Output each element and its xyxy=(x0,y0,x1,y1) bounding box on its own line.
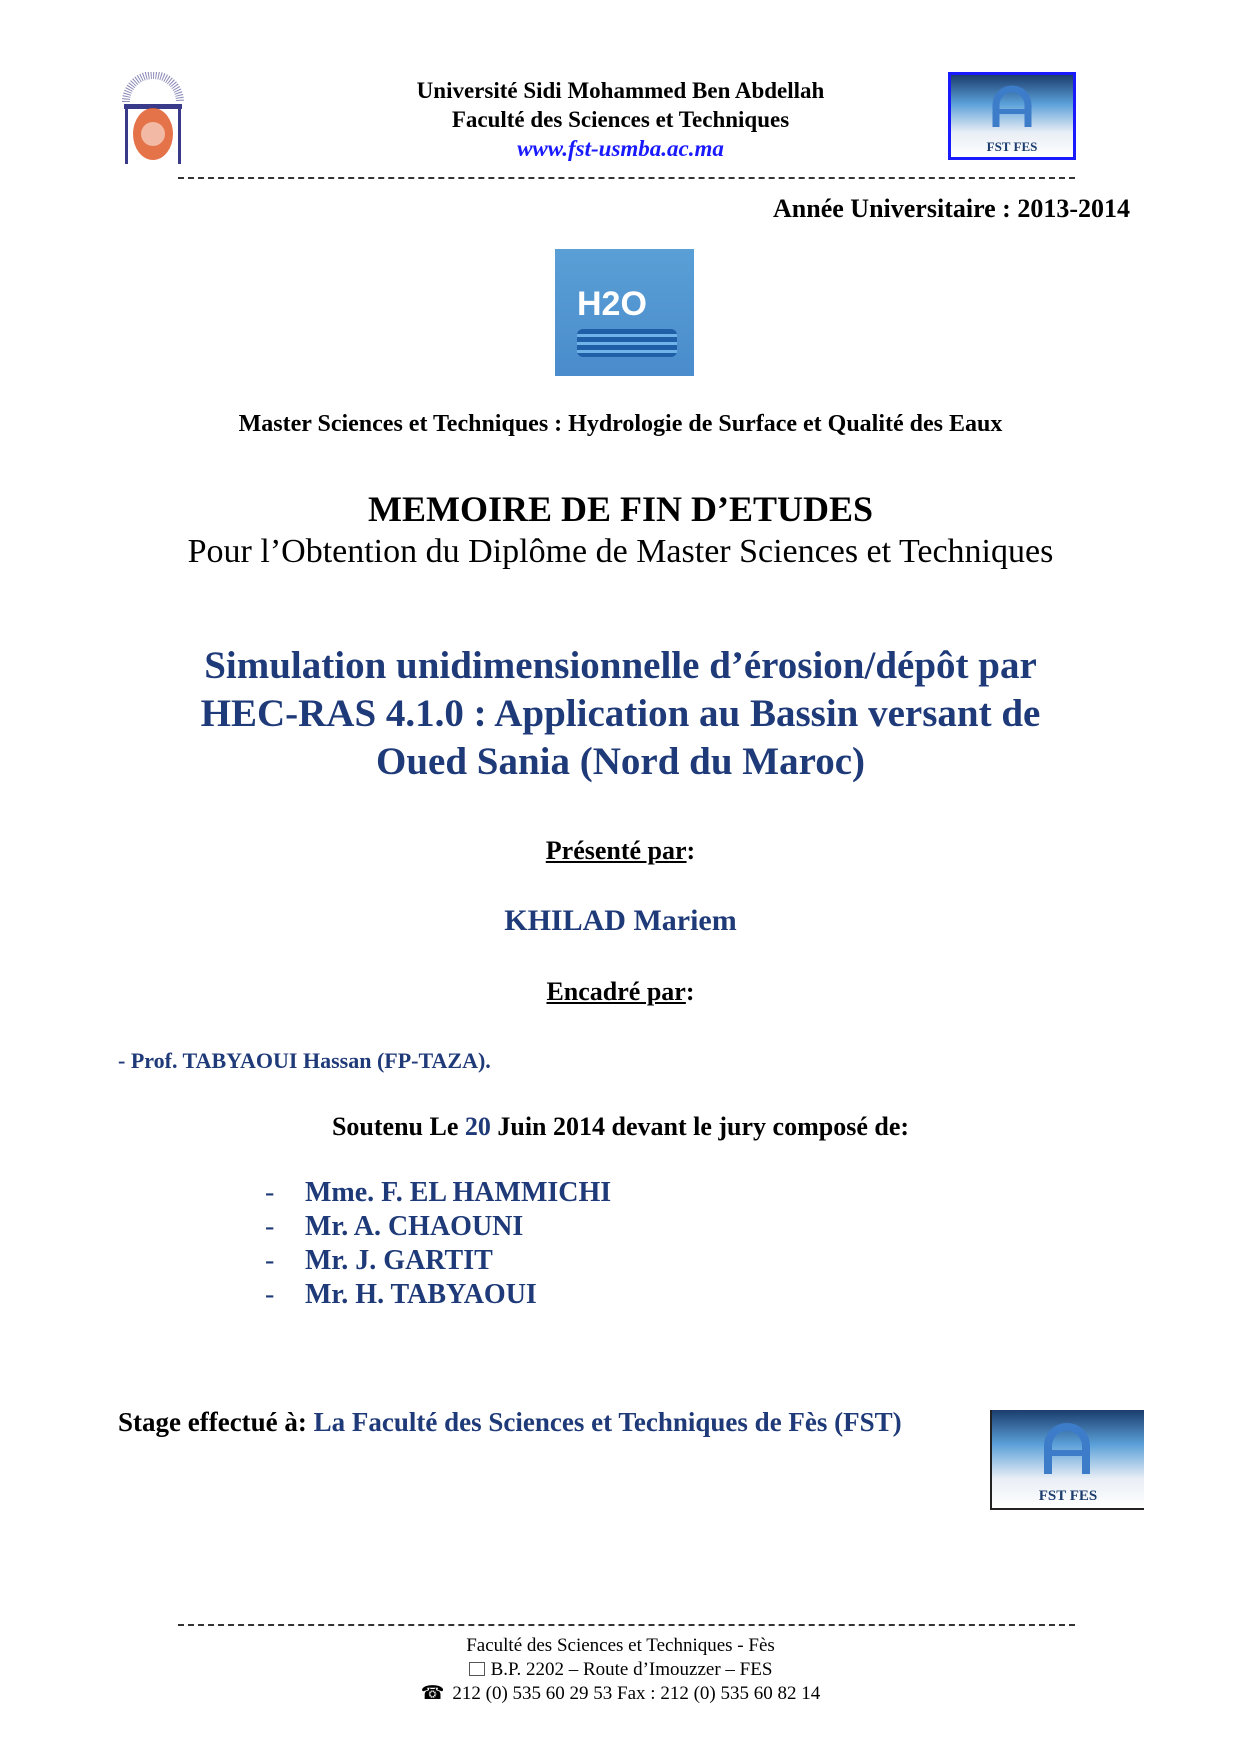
title-line: Oued Sania (Nord du Maroc) xyxy=(376,740,865,783)
h2o-logo-text: H2O xyxy=(577,285,647,323)
jury-member: - Mr. J. GARTIT xyxy=(265,1245,493,1276)
internship-location: Stage effectué à: La Faculté des Sciences et Techniques de Fès (FST) xyxy=(118,1407,902,1437)
fst-logo-text: FST FES xyxy=(1038,1488,1098,1504)
title-line: Simulation unidimensionnelle d’érosion/dépôt par xyxy=(204,644,1037,687)
thesis-title xyxy=(0,642,1241,786)
supervised-by-label: Encadré par: xyxy=(546,977,695,1006)
title-line: HEC-RAS 4.1.0 : Application au Bassin versant de xyxy=(200,692,1041,735)
website-link[interactable]: www.fst-usmba.ac.ma xyxy=(517,136,724,161)
footer-phone: ☎ 212 (0) 535 60 29 53 Fax : 212 (0) 535 60 82 14 xyxy=(420,1683,821,1704)
master-program: Master Sciences et Techniques : Hydrologie de Surface et Qualité des Eaux xyxy=(238,411,1003,437)
obtention-subtitle: Pour l’Obtention du Diplôme de Master Sciences et Techniques xyxy=(187,533,1054,570)
footer-divider xyxy=(178,1624,1075,1626)
memoire-heading: MEMOIRE DE FIN D’ETUDES xyxy=(367,489,874,529)
university-name: Université Sidi Mohammed Ben Abdellah xyxy=(416,78,825,103)
mailbox-icon xyxy=(469,1662,485,1676)
phone-icon: ☎ xyxy=(420,1683,445,1704)
jury-member: - Mme. F. EL HAMMICHI xyxy=(265,1177,612,1208)
footer-faculty: Faculté des Sciences et Techniques - Fès xyxy=(466,1635,775,1656)
jury-member: - Mr. A. CHAOUNI xyxy=(265,1211,524,1242)
h2o-logo xyxy=(555,249,694,376)
fst-logo-text: FST FES xyxy=(986,139,1038,154)
faculty-name: Faculté des Sciences et Techniques xyxy=(451,107,790,132)
footer-address: B.P. 2202 – Route d’Imouzzer – FES xyxy=(0,1658,1241,1682)
academic-year: Année Universitaire : 2013-2014 xyxy=(773,194,1130,223)
jury-member: - Mr. H. TABYAOUI xyxy=(265,1279,537,1310)
fst-fes-logo xyxy=(948,72,1076,160)
footer xyxy=(0,1634,1241,1706)
defense-day: 20 xyxy=(464,1112,491,1141)
defense-info: Soutenu Le 20 Juin 2014 devant le jury composé de: xyxy=(331,1112,910,1141)
fst-fes-logo-bottom xyxy=(990,1410,1144,1510)
author-name: KHILAD Mariem xyxy=(504,904,737,937)
presented-by-label: Présenté par: xyxy=(545,836,696,865)
supervisor: - Prof. TABYAOUI Hassan (FP-TAZA). xyxy=(118,1048,491,1073)
header-divider xyxy=(178,177,1075,179)
